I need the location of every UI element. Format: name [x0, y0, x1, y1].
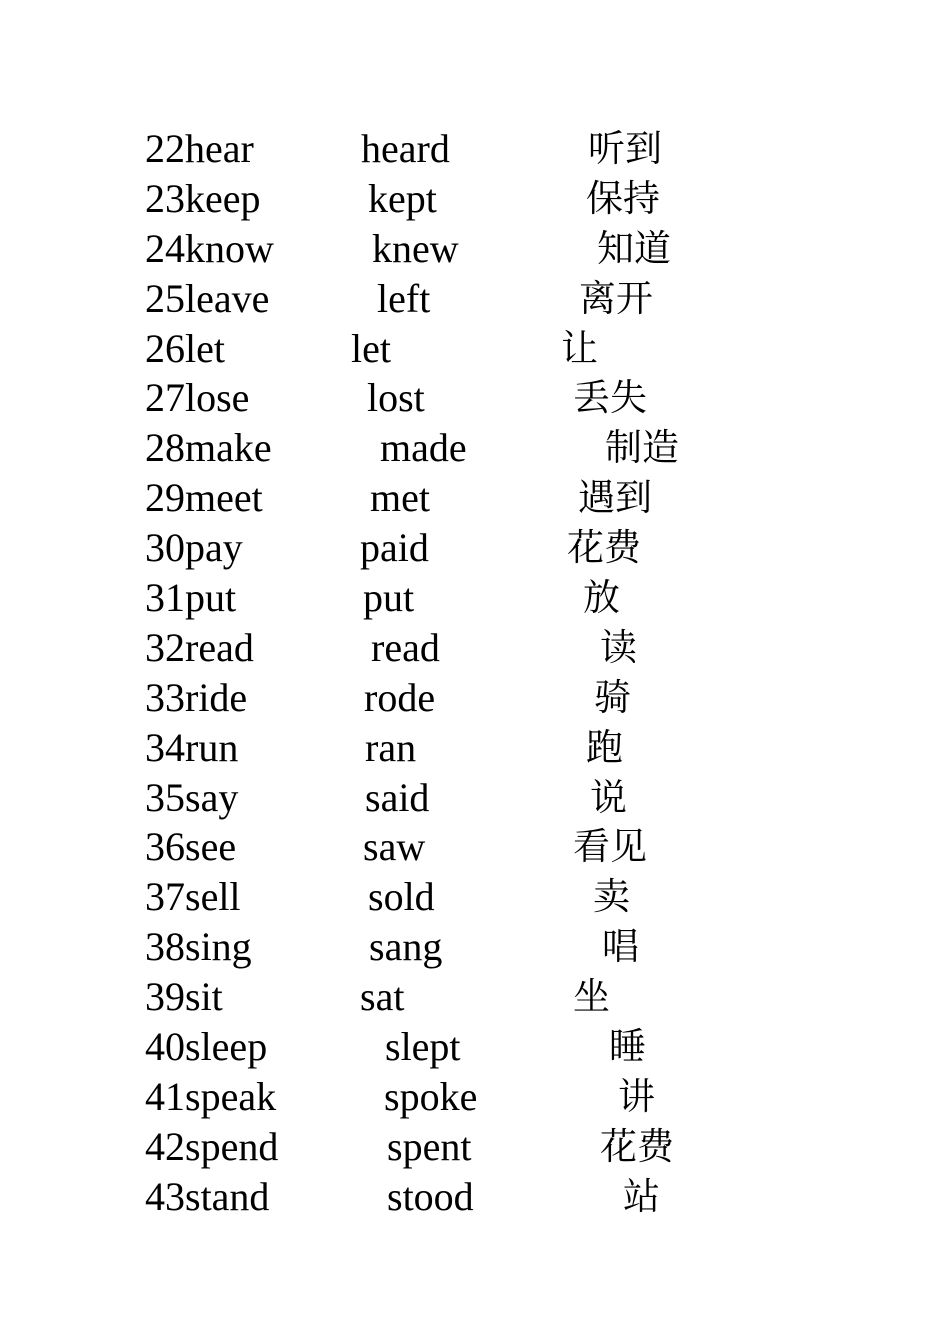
base-form: 32read — [145, 624, 254, 670]
chinese-meaning: 让 — [561, 326, 598, 370]
chinese-meaning: 骑 — [594, 675, 631, 719]
verb-row — [0, 324, 950, 374]
verb-row — [0, 623, 950, 673]
chinese-meaning: 花费 — [567, 526, 641, 570]
base-form: 30pay — [145, 525, 243, 571]
past-form: rode — [364, 674, 436, 720]
verb-row — [0, 1172, 950, 1222]
chinese-meaning: 制造 — [605, 426, 679, 470]
past-form: made — [380, 425, 467, 471]
base-form: 22hear — [145, 126, 254, 171]
verb-row — [0, 1072, 950, 1122]
chinese-meaning: 保持 — [586, 176, 660, 220]
chinese-meaning: 站 — [623, 1174, 660, 1218]
chinese-meaning: 知道 — [597, 226, 671, 270]
past-form: spoke — [384, 1073, 478, 1119]
base-form: 42spend — [145, 1123, 279, 1169]
past-form: spent — [387, 1123, 472, 1169]
past-form: said — [365, 774, 430, 820]
past-form: read — [371, 624, 440, 670]
base-form: 40sleep — [145, 1024, 268, 1070]
base-form: 31put — [145, 575, 237, 621]
base-form: 26let — [145, 325, 225, 371]
verb-row — [0, 373, 950, 423]
past-form: sat — [360, 974, 405, 1020]
verb-row — [0, 573, 950, 623]
past-form: stood — [387, 1173, 474, 1219]
base-form: 34run — [145, 724, 239, 770]
past-form: let — [351, 325, 391, 371]
verb-row — [0, 174, 950, 224]
chinese-meaning: 丢失 — [573, 376, 647, 420]
verb-row — [0, 723, 950, 773]
verb-row — [0, 274, 950, 324]
base-form: 39sit — [145, 974, 223, 1020]
past-form: met — [370, 475, 430, 521]
base-form: 23keep — [145, 175, 261, 221]
base-form: 35say — [145, 774, 239, 820]
verb-row — [0, 822, 950, 872]
base-form: 41speak — [145, 1073, 277, 1119]
verb-row — [0, 1122, 950, 1172]
past-form: sang — [369, 924, 443, 970]
chinese-meaning: 说 — [590, 775, 627, 819]
base-form: 28make — [145, 425, 272, 471]
chinese-meaning: 读 — [600, 625, 637, 669]
verb-row — [0, 673, 950, 723]
past-form: paid — [360, 525, 429, 571]
base-form: 36see — [145, 824, 237, 870]
chinese-meaning: 讲 — [618, 1074, 655, 1118]
verb-row — [0, 124, 950, 174]
past-form: left — [377, 275, 431, 321]
base-form: 33ride — [145, 674, 248, 720]
chinese-meaning: 跑 — [586, 725, 623, 769]
base-form: 24know — [145, 225, 274, 271]
verb-row — [0, 773, 950, 823]
base-form: 25leave — [145, 275, 270, 321]
chinese-meaning: 听到 — [588, 127, 662, 170]
verb-row — [0, 423, 950, 473]
chinese-meaning: 看见 — [573, 825, 647, 869]
chinese-meaning: 花费 — [600, 1124, 674, 1168]
past-form: knew — [372, 225, 459, 271]
chinese-meaning: 唱 — [602, 925, 639, 969]
verb-row — [0, 523, 950, 573]
base-form: 37sell — [145, 874, 241, 920]
verb-row — [0, 473, 950, 523]
chinese-meaning: 坐 — [573, 975, 610, 1019]
past-form: kept — [368, 175, 437, 221]
past-form: sold — [368, 874, 435, 920]
past-form: slept — [385, 1024, 461, 1070]
chinese-meaning: 卖 — [593, 875, 630, 919]
verb-row — [0, 922, 950, 972]
chinese-meaning: 睡 — [609, 1025, 646, 1069]
verb-list — [0, 124, 950, 1222]
verb-row — [0, 1022, 950, 1072]
chinese-meaning: 遇到 — [578, 476, 652, 520]
base-form: 43stand — [145, 1173, 270, 1219]
past-form: lost — [367, 375, 425, 421]
past-form: put — [363, 575, 415, 621]
verb-row — [0, 972, 950, 1022]
past-form: ran — [365, 724, 417, 770]
past-form: heard — [361, 126, 450, 171]
chinese-meaning: 离开 — [579, 276, 653, 320]
verb-row — [0, 872, 950, 922]
base-form: 38sing — [145, 924, 252, 970]
base-form: 27lose — [145, 375, 250, 421]
base-form: 29meet — [145, 475, 263, 521]
past-form: saw — [363, 824, 426, 870]
chinese-meaning: 放 — [583, 576, 620, 620]
verb-row — [0, 224, 950, 274]
